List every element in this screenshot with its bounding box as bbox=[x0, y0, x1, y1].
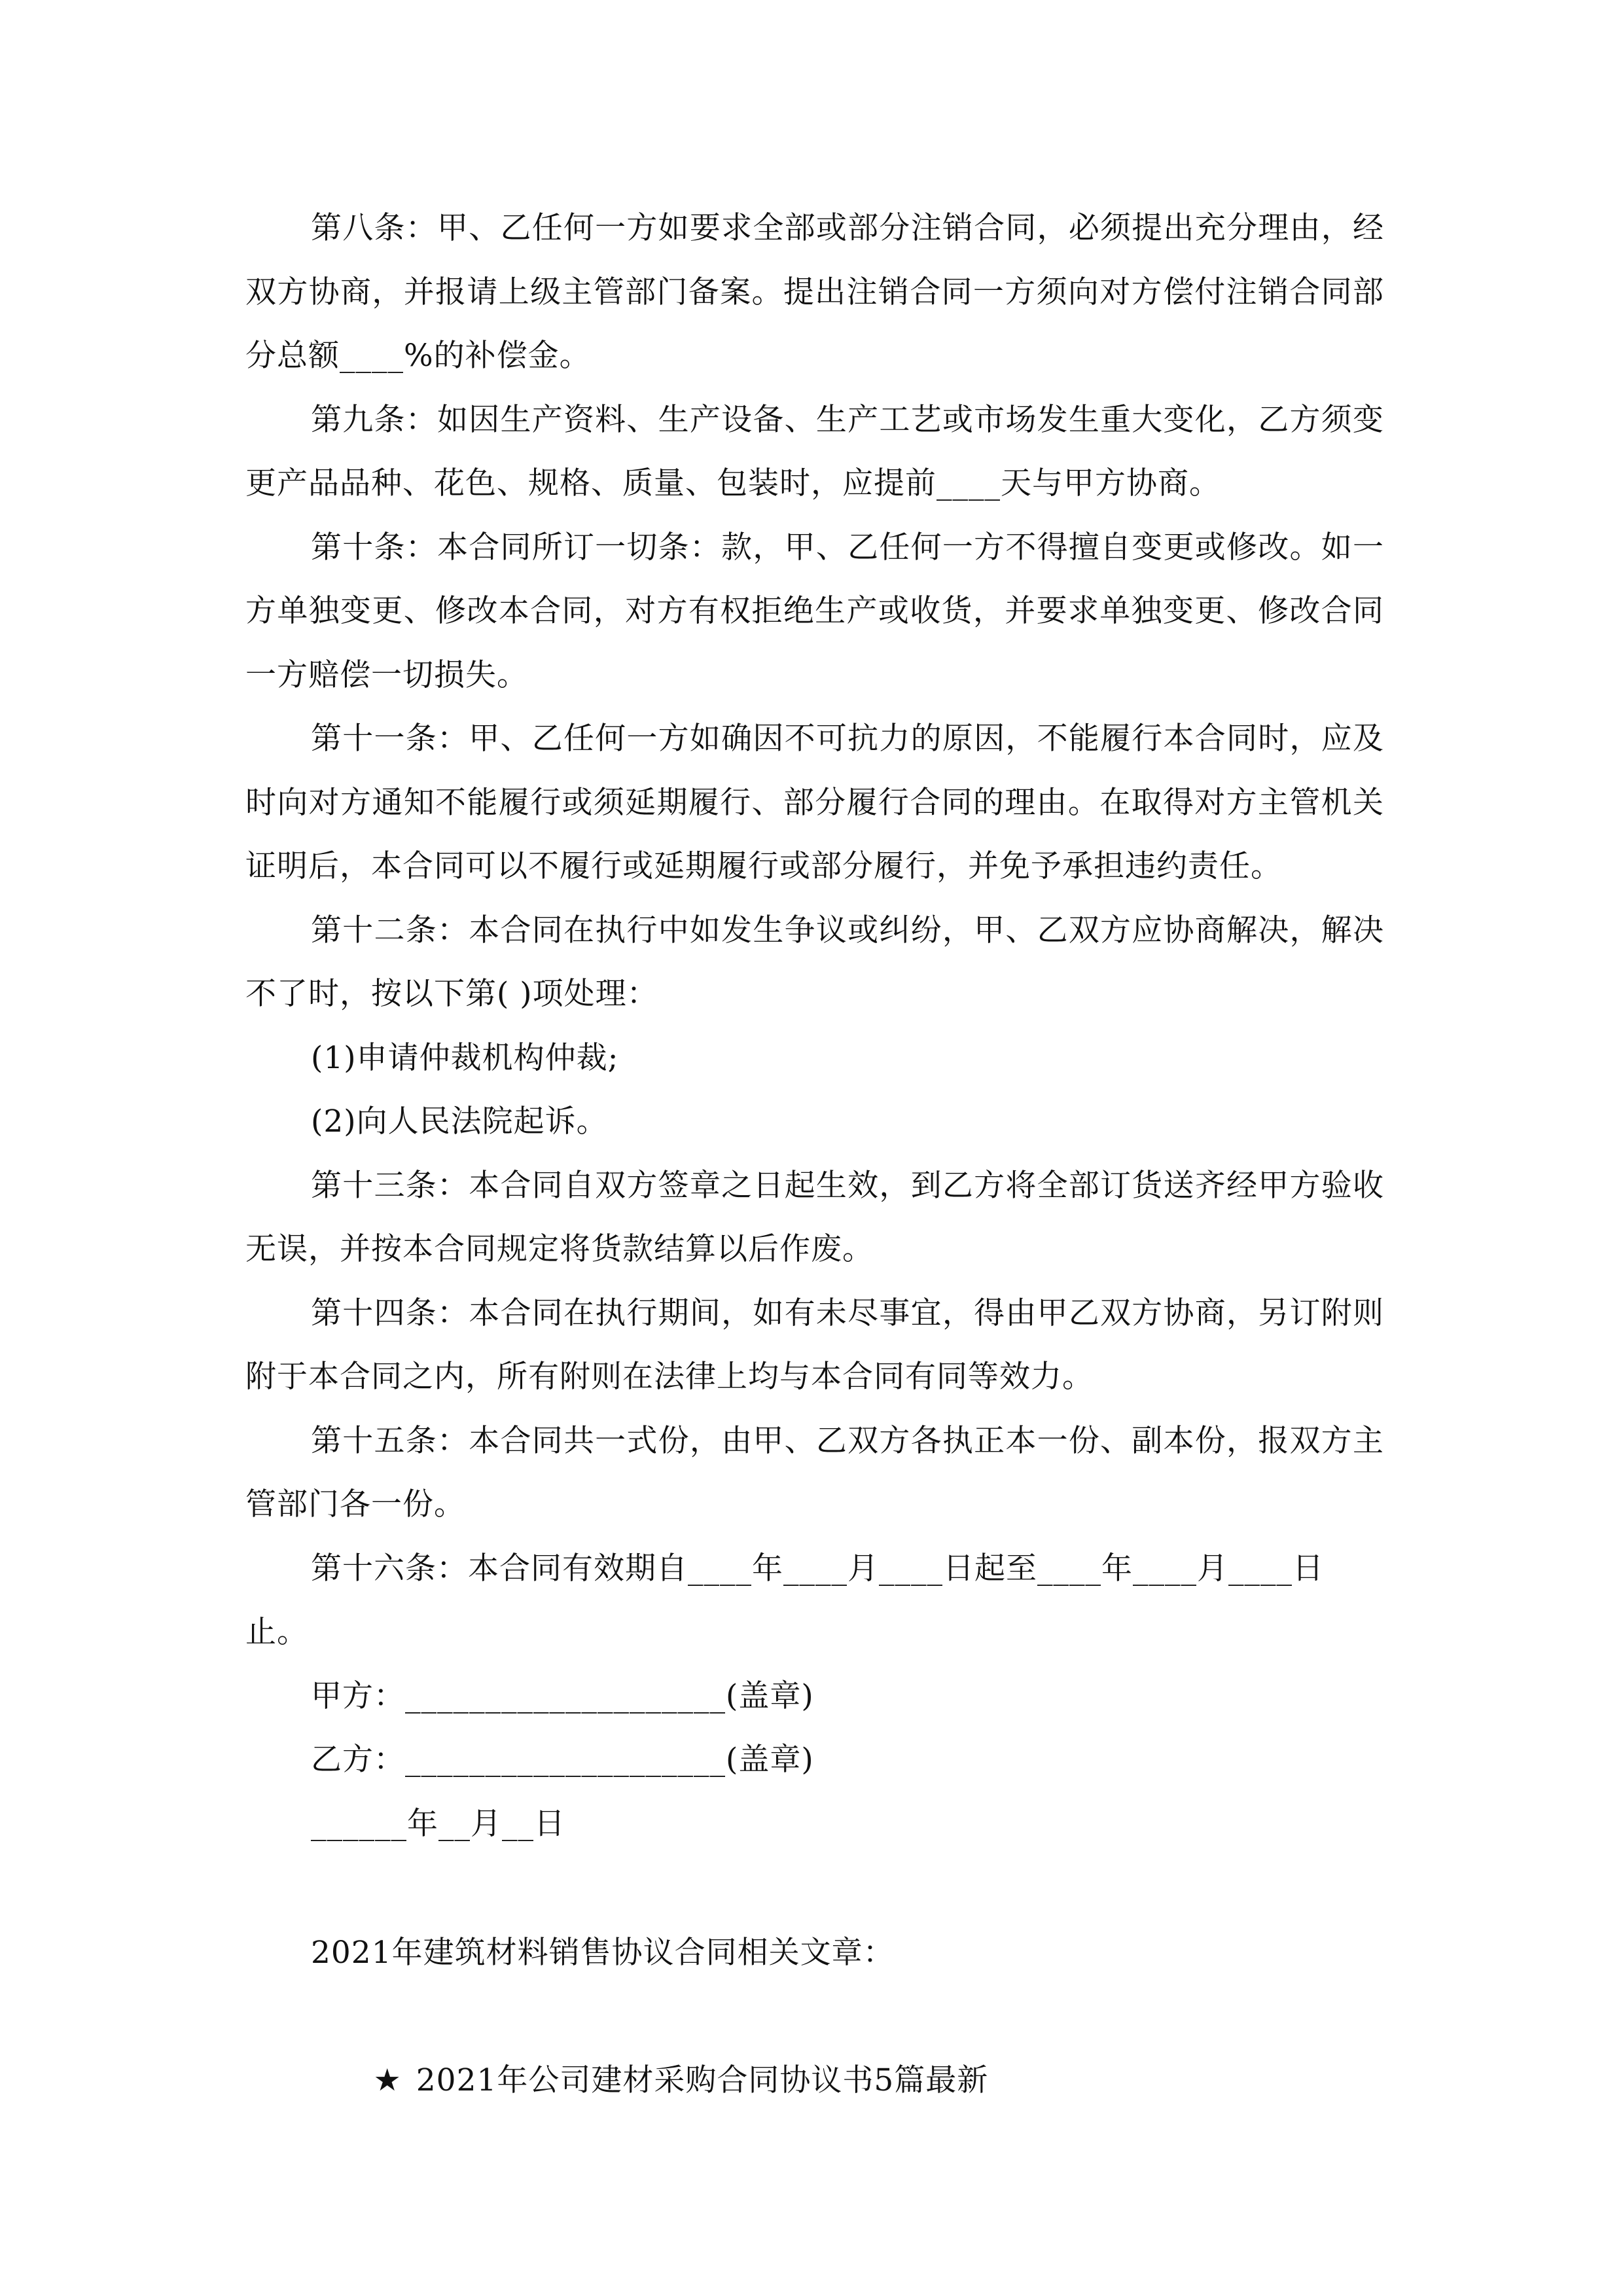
clause-14: 第十四条：本合同在执行期间，如有未尽事宜，得由甲乙双方协商，另订附则附于本合同之内，所有附则在法律上均与本合同有同等效力。 bbox=[245, 1295, 1384, 1395]
clause-12-option-1: (1)申请仲裁机构仲裁; bbox=[311, 1039, 619, 1076]
related-heading: 2021年建筑材料销售协议合同相关文章： bbox=[311, 1935, 895, 1971]
signature-date: ______年__月__日 bbox=[311, 1805, 565, 1842]
clause-9: 第九条：如因生产资料、生产设备、生产工艺或市场发生重大变化，乙方须变更产品品种、花色、规格、质量、包装时，应提前____天与甲方协商。 bbox=[245, 401, 1384, 501]
party-b-signature: 乙方：____________________(盖章) bbox=[311, 1742, 814, 1778]
clause-12: 第十二条：本合同在执行中如发生争议或纠纷，甲、乙双方应协商解决，解决不了时，按以下第( )项处理： bbox=[245, 912, 1384, 1012]
clause-8: 第八条：甲、乙任何一方如要求全部或部分注销合同，必须提出充分理由，经双方协商，并报请上级主管部门备案。提出注销合同一方须向对方偿付注销合同部分总额____%的补偿金。 bbox=[245, 210, 1384, 374]
related-articles bbox=[311, 1921, 1384, 2176]
clause-15: 第十五条：本合同共一式份，由甲、乙双方各执正本一份、副本份，报双方主管部门各一份。 bbox=[245, 1422, 1384, 1522]
clause-10: 第十条：本合同所订一切条：款，甲、乙任何一方不得擅自变更或修改。如一方单独变更、修改本合同，对方有权拒绝生产或收货，并要求单独变更、修改合同一方赔偿一切损失。 bbox=[245, 529, 1384, 693]
related-link-item[interactable] bbox=[311, 1985, 1384, 2177]
clause-12-option-2: (2)向人民法院起诉。 bbox=[311, 1103, 608, 1139]
star-icon: ★ bbox=[373, 2062, 402, 2098]
related-link[interactable]: 2021年公司建材采购合同协议书5篇最新 bbox=[416, 2062, 989, 2098]
party-a-signature: 甲方：____________________(盖章) bbox=[311, 1677, 814, 1714]
contract-body bbox=[245, 196, 1384, 1856]
clause-13: 第十三条：本合同自双方签章之日起生效，到乙方将全部订货送齐经甲方验收无误，并按本合同规定将货款结算以后作废。 bbox=[245, 1167, 1384, 1267]
clause-11: 第十一条：甲、乙任何一方如确因不可抗力的原因，不能履行本合同时，应及时向对方通知不能履行或须延期履行、部分履行合同的理由。在取得对方主管机关证明后，本合同可以不履行或延期履行或部分履行，并免予承担违约责任。 bbox=[245, 721, 1384, 884]
clause-16: 第十六条：本合同有效期自____年____月____日起至____年____月____日止。 bbox=[245, 1550, 1324, 1650]
